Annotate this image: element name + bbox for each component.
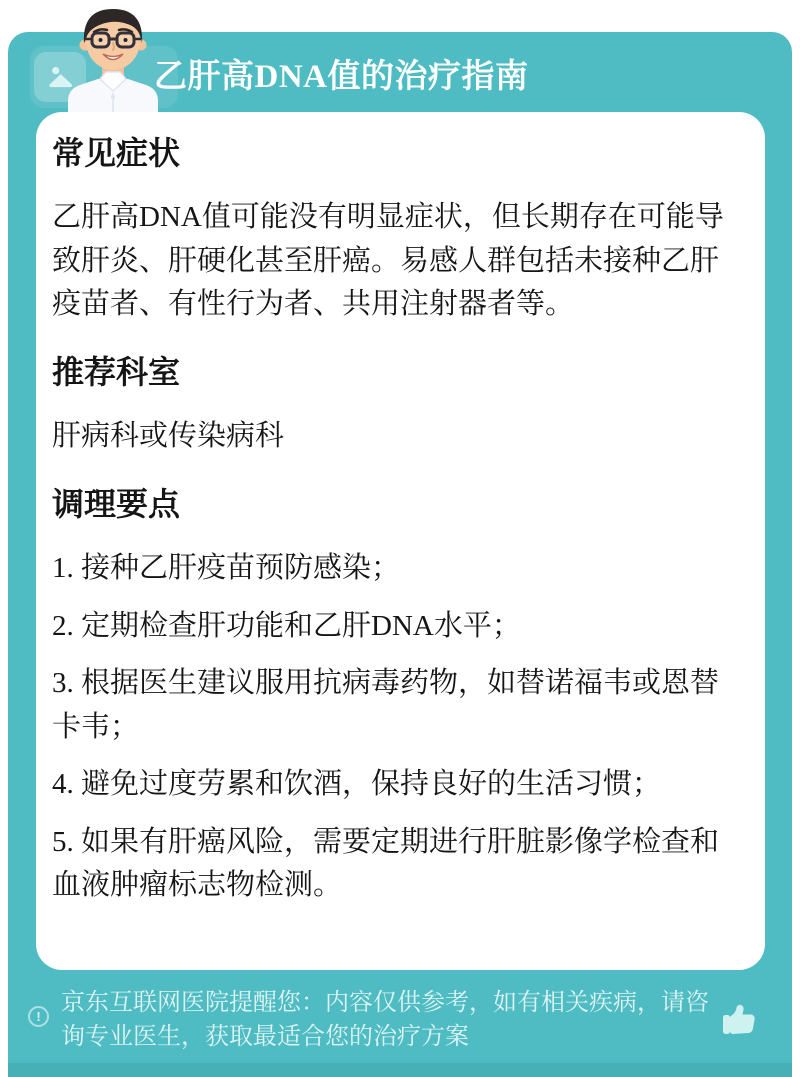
alert-circle-icon: ! — [28, 1006, 49, 1027]
care-point-item: 2. 定期检查肝功能和乙肝DNA水平； — [52, 609, 521, 642]
symptoms-text: 乙肝高DNA值可能没有明显症状，但长期存在可能导致肝炎、肝硬化甚至肝癌。易感人群包括未接种乙肝疫苗者、有性行为者、共用注射器者等。 — [52, 201, 724, 321]
section-heading-symptoms: 常见症状 — [52, 135, 181, 171]
care-point-item: 1. 接种乙肝疫苗预防感染； — [52, 552, 401, 585]
section-heading-department: 推荐科室 — [52, 353, 181, 390]
page-title: 乙肝高DNA值的治疗指南 — [154, 59, 529, 95]
care-point-item: 3. 根据医生建议服用抗病毒药物，如替诺福韦或恩替卡韦； — [52, 667, 720, 743]
care-point-item: 5. 如果有肝癌风险，需要定期进行肝脏影像学检查和血液肿瘤标志物检测。 — [52, 825, 720, 902]
section-heading-care-points: 调理要点 — [52, 485, 181, 522]
content-card — [36, 112, 765, 970]
disclaimer-text: 京东互联网医院提醒您：内容仅供参考，如有相关疾病，请咨询专业医生，获取最适合您的治疗方案 — [61, 989, 709, 1050]
department-text: 肝病科或传染病科 — [52, 420, 285, 453]
care-point-item: 4. 避免过度劳累和饮酒，保持良好的生活习惯； — [52, 768, 662, 801]
thumbs-up-icon[interactable] — [719, 1000, 761, 1040]
panel-bottom-edge — [8, 1063, 792, 1077]
